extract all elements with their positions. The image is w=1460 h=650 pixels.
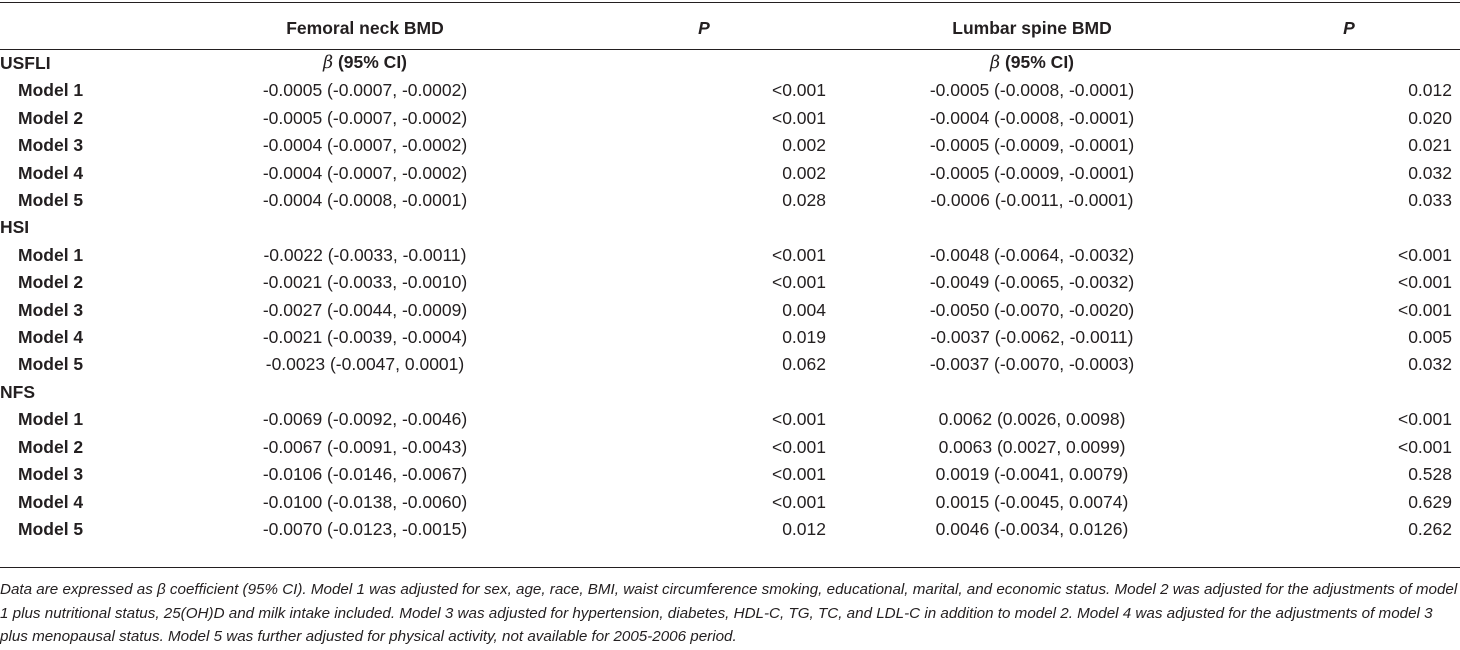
- model-label: Model 4: [18, 327, 84, 348]
- femoral-neck-beta: -0.0069 (-0.0092, -0.0046): [262, 409, 468, 430]
- model-label: Model 2: [18, 107, 84, 128]
- femoral-neck-beta: -0.0100 (-0.0138, -0.0060): [262, 491, 468, 512]
- lumbar-spine-p-value: 0.262: [1408, 518, 1452, 539]
- lumbar-spine-p: [1238, 269, 1460, 296]
- lumbar-spine-p-value: <0.001: [1397, 272, 1452, 293]
- header-lumbar-spine: Lumbar spine BMD: [952, 18, 1112, 38]
- model-label: Model 3: [18, 464, 84, 485]
- femoral-neck-p: [582, 269, 826, 296]
- header-empty-cell: [0, 7, 148, 49]
- lumbar-spine-p: [1238, 489, 1460, 516]
- lumbar-spine-p: [1238, 187, 1460, 214]
- femoral-neck-p: [582, 132, 826, 159]
- femoral-neck-beta: -0.0004 (-0.0007, -0.0002): [262, 162, 468, 183]
- femoral-neck-p: [582, 351, 826, 378]
- lumbar-spine-beta: -0.0037 (-0.0070, -0.0003): [929, 354, 1135, 375]
- lumbar-spine-p-value: <0.001: [1397, 299, 1452, 320]
- lumbar-spine-p: [1238, 434, 1460, 461]
- femoral-neck-beta: -0.0022 (-0.0033, -0.0011): [263, 244, 467, 265]
- model-label: Model 5: [18, 190, 84, 211]
- lumbar-spine-beta: 0.0063 (0.0027, 0.0099): [938, 436, 1126, 457]
- lumbar-spine-p: [1238, 160, 1460, 187]
- beta-header-femoral: [148, 49, 582, 77]
- femoral-neck-p: [582, 242, 826, 269]
- lumbar-spine-beta: -0.0005 (-0.0009, -0.0001): [929, 162, 1135, 183]
- lumbar-spine-p-value: 0.005: [1408, 327, 1452, 348]
- femoral-neck-beta: -0.0005 (-0.0007, -0.0002): [262, 107, 468, 128]
- model-label: Model 2: [18, 436, 84, 457]
- group-row-usfli: [0, 49, 1460, 77]
- lumbar-spine-beta: 0.0015 (-0.0045, 0.0074): [935, 491, 1129, 512]
- femoral-neck-p-value: 0.012: [782, 518, 826, 539]
- lumbar-spine-beta: -0.0037 (-0.0062, -0.0011): [930, 327, 1134, 348]
- table-body: [0, 49, 1460, 543]
- empty-cell: [582, 49, 826, 77]
- empty-cell: [1238, 379, 1460, 406]
- femoral-neck-p: [582, 160, 826, 187]
- lumbar-spine-beta: -0.0005 (-0.0009, -0.0001): [929, 135, 1135, 156]
- femoral-neck-beta: -0.0021 (-0.0039, -0.0004): [262, 327, 468, 348]
- lumbar-spine-beta: -0.0005 (-0.0008, -0.0001): [929, 80, 1135, 101]
- model-label: Model 1: [18, 244, 84, 265]
- lumbar-spine-p-value: <0.001: [1397, 409, 1452, 430]
- lumbar-spine-p: [1238, 351, 1460, 378]
- beta-symbol: β: [989, 53, 1001, 73]
- lumbar-spine-p: [1238, 461, 1460, 488]
- table-row: [0, 269, 1460, 296]
- lumbar-spine-p-value: 0.033: [1408, 190, 1452, 211]
- group-row-hsi: [0, 214, 1460, 241]
- table-footnote: Data are expressed as β coefficient (95% CI). Model 1 was adjusted for sex, age, race, BMI, waist circumference smoking, educational, marital, and economic status. Model 2 was adjusted for the adjustments of model 1 plus nutritional status, 25(OH)D and milk intake included. Model 3 was adjusted for hypertension, diabetes, HDL-C, TG, TC, and LDL-C in addition to model 2. Model 4 was adjusted for the adjustments of model 3 plus menopausal status. Model 5 was further adjusted for physical activity, not available for 2005-2006 period.: [0, 581, 1458, 646]
- header-femoral-neck: Femoral neck BMD: [286, 18, 444, 38]
- femoral-neck-beta: -0.0021 (-0.0033, -0.0010): [262, 272, 468, 293]
- lumbar-spine-beta: 0.0019 (-0.0041, 0.0079): [935, 464, 1129, 485]
- model-label: Model 4: [18, 491, 84, 512]
- femoral-neck-p-value: <0.001: [771, 244, 826, 265]
- lumbar-spine-beta: 0.0062 (0.0026, 0.0098): [938, 409, 1126, 430]
- lumbar-spine-p-value: <0.001: [1397, 436, 1452, 457]
- femoral-neck-p-value: 0.004: [782, 299, 826, 320]
- beta-header-lumbar: [826, 49, 1238, 77]
- beta-symbol: β: [322, 53, 334, 73]
- table-row: [0, 105, 1460, 132]
- lumbar-spine-beta: -0.0004 (-0.0008, -0.0001): [929, 107, 1135, 128]
- femoral-neck-p: [582, 105, 826, 132]
- femoral-neck-p: [582, 489, 826, 516]
- femoral-neck-p-value: <0.001: [771, 409, 826, 430]
- femoral-neck-p-value: <0.001: [771, 464, 826, 485]
- empty-cell: [582, 214, 826, 241]
- lumbar-spine-beta: -0.0048 (-0.0064, -0.0032): [929, 244, 1135, 265]
- table-row: [0, 351, 1460, 378]
- femoral-neck-beta: -0.0027 (-0.0044, -0.0009): [262, 299, 468, 320]
- femoral-neck-beta: -0.0005 (-0.0007, -0.0002): [262, 80, 468, 101]
- femoral-neck-p-value: <0.001: [771, 107, 826, 128]
- femoral-neck-p-value: 0.019: [782, 327, 826, 348]
- top-rule: [0, 2, 1460, 3]
- lumbar-spine-p: [1238, 132, 1460, 159]
- lumbar-spine-beta: 0.0046 (-0.0034, 0.0126): [935, 518, 1129, 539]
- header-rule: [0, 49, 1460, 50]
- femoral-neck-beta: -0.0004 (-0.0008, -0.0001): [262, 190, 468, 211]
- model-label: Model 1: [18, 409, 84, 430]
- femoral-neck-p-value: <0.001: [771, 436, 826, 457]
- model-label: Model 1: [18, 80, 84, 101]
- femoral-neck-p: [582, 324, 826, 351]
- empty-cell: [1238, 49, 1460, 77]
- lumbar-spine-p: [1238, 77, 1460, 104]
- lumbar-spine-p-value: 0.021: [1408, 135, 1452, 156]
- femoral-neck-beta: -0.0067 (-0.0091, -0.0043): [262, 436, 468, 457]
- table-row: [0, 242, 1460, 269]
- table-row: [0, 187, 1460, 214]
- beta-header-lumbar: [826, 379, 1238, 406]
- femoral-neck-p: [582, 187, 826, 214]
- femoral-neck-beta: -0.0023 (-0.0047, 0.0001): [265, 354, 465, 375]
- lumbar-spine-p: [1238, 242, 1460, 269]
- header-p-lumbar: P: [1343, 18, 1355, 38]
- beta-header-femoral: [148, 214, 582, 241]
- beta-ci-label: (95% CI): [333, 52, 408, 72]
- femoral-neck-beta: -0.0070 (-0.0123, -0.0015): [262, 518, 468, 539]
- beta-ci-label: (95% CI): [1000, 52, 1075, 72]
- group-label: NFS: [0, 381, 35, 402]
- model-label: Model 4: [18, 162, 84, 183]
- table-row: [0, 324, 1460, 351]
- femoral-neck-p: [582, 516, 826, 543]
- table-row: [0, 461, 1460, 488]
- model-label: Model 2: [18, 272, 84, 293]
- group-row-nfs: [0, 379, 1460, 406]
- lumbar-spine-p-value: <0.001: [1397, 244, 1452, 265]
- results-table: [0, 7, 1460, 543]
- lumbar-spine-p-value: 0.629: [1408, 491, 1452, 512]
- table-row: [0, 132, 1460, 159]
- table-row: [0, 434, 1460, 461]
- lumbar-spine-beta: -0.0049 (-0.0065, -0.0032): [929, 272, 1135, 293]
- lumbar-spine-p: [1238, 297, 1460, 324]
- table-row: [0, 160, 1460, 187]
- lumbar-spine-p: [1238, 324, 1460, 351]
- femoral-neck-p: [582, 461, 826, 488]
- lumbar-spine-p: [1238, 516, 1460, 543]
- femoral-neck-p-value: <0.001: [771, 272, 826, 293]
- femoral-neck-p-value: <0.001: [771, 491, 826, 512]
- femoral-neck-beta: -0.0004 (-0.0007, -0.0002): [262, 135, 468, 156]
- beta-header-lumbar: [826, 214, 1238, 241]
- model-label: Model 3: [18, 135, 84, 156]
- lumbar-spine-p-value: 0.012: [1408, 80, 1452, 101]
- table-row: [0, 297, 1460, 324]
- lumbar-spine-beta: -0.0006 (-0.0011, -0.0001): [930, 190, 1134, 211]
- table-row: [0, 77, 1460, 104]
- bottom-rule: [0, 567, 1460, 568]
- group-label: USFLI: [0, 52, 51, 73]
- femoral-neck-beta: -0.0106 (-0.0146, -0.0067): [262, 464, 468, 485]
- lumbar-spine-p-value: 0.032: [1408, 354, 1452, 375]
- table-row: [0, 489, 1460, 516]
- empty-cell: [1238, 214, 1460, 241]
- femoral-neck-p: [582, 406, 826, 433]
- femoral-neck-p-value: 0.002: [782, 135, 826, 156]
- model-label: Model 5: [18, 518, 84, 539]
- lumbar-spine-p-value: 0.020: [1408, 107, 1452, 128]
- femoral-neck-p: [582, 434, 826, 461]
- lumbar-spine-p: [1238, 105, 1460, 132]
- lumbar-spine-p: [1238, 406, 1460, 433]
- lumbar-spine-p-value: 0.528: [1408, 464, 1452, 485]
- table-header: [0, 7, 1460, 49]
- table-row: [0, 516, 1460, 543]
- femoral-neck-p: [582, 297, 826, 324]
- femoral-neck-p-value: 0.062: [782, 354, 826, 375]
- femoral-neck-p-value: 0.028: [782, 190, 826, 211]
- model-label: Model 5: [18, 354, 84, 375]
- beta-header-femoral: [148, 379, 582, 406]
- femoral-neck-p-value: <0.001: [771, 80, 826, 101]
- model-label: Model 3: [18, 299, 84, 320]
- header-p-femoral: P: [698, 18, 710, 38]
- lumbar-spine-beta: -0.0050 (-0.0070, -0.0020): [929, 299, 1135, 320]
- group-label: HSI: [0, 217, 30, 238]
- header-row: [0, 7, 1460, 49]
- femoral-neck-p: [582, 77, 826, 104]
- table-row: [0, 406, 1460, 433]
- lumbar-spine-p-value: 0.032: [1408, 162, 1452, 183]
- femoral-neck-p-value: 0.002: [782, 162, 826, 183]
- empty-cell: [582, 379, 826, 406]
